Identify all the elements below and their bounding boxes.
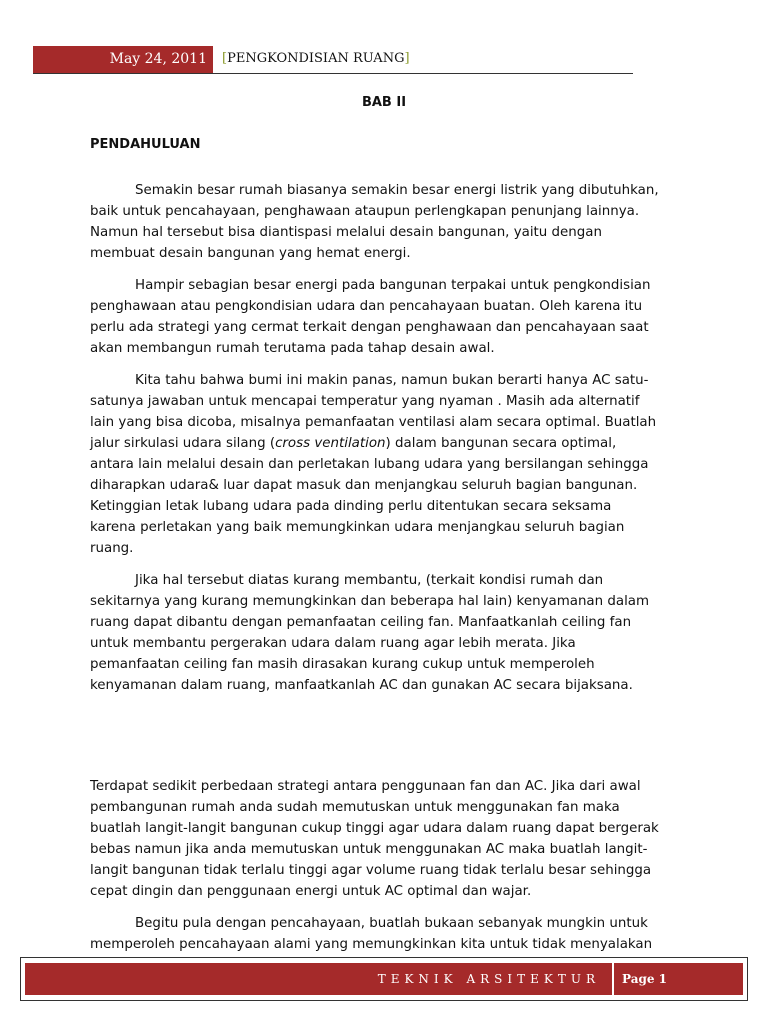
paragraph-3-text-before: Kita tahu bahwa bumi ini makin panas, namun bukan berarti hanya AC satu-satunya jawaban untuk mencapai temperatur yang nyaman . Masih ada alternatif lain yang bisa dicoba, misalnya pemanfaatan ventilasi alam secara optimal. Buatlah jalur sirkulasi udara silang (: [90, 373, 657, 451]
header-bracket-close: ]: [404, 51, 410, 66]
document-body: [90, 180, 660, 966]
paragraph-1: Semakin besar rumah biasanya semakin besar energi listrik yang dibutuhkan, baik untuk pencahayaan, penghawaan ataupun perlengkapan penunjang lainnya. Namun hal tersebut bisa diantispasi melalui desain bangunan, yaitu dengan membuat desain bangunan yang hemat energi.: [90, 183, 659, 261]
header-date: May 24, 2011: [109, 51, 207, 67]
chapter-heading: BAB II: [361, 95, 407, 110]
header-title: [222, 51, 410, 66]
footer-divider: [612, 963, 614, 995]
paragraph-3: [90, 370, 660, 559]
paragraph-6: Begitu pula dengan pencahayaan, buatlah bukaan sebanyak mungkin untuk memperoleh pencahayaan alami yang memungkinkan kita untuk tidak menyalakan: [90, 916, 653, 952]
header-bracket-open: [: [222, 51, 228, 66]
paragraph-5: Terdapat sedikit perbedaan strategi antara penggunaan fan dan AC. Jika dari awal pembangunan rumah anda sudah memutuskan untuk menggunakan fan maka buatlah langit-langit bangunan cukup tinggi agar udara dalam ruang dapat bergerak bebas namun jika anda memutuskan untuk menggunakan AC maka buatlah langit-langit bangunan tidak terlalu tinggi agar volume ruang tidak terlalu besar sehingga cepat dingin dan penggunaan energi untuk AC optimal dan wajar.: [90, 779, 659, 899]
footer-label: TEKNIK ARSITEKTUR: [377, 972, 600, 986]
section-heading: PENDAHULUAN: [90, 137, 201, 152]
page-number: Page 1: [622, 972, 668, 986]
paragraph-3-italic-term: cross ventilation: [275, 436, 386, 451]
paragraph-3-text-after: ) dalam bangunan secara optimal, antara lain melalui desain dan perletakan lubang udara yang bersilangan sehingga diharapkan udara& luar dapat masuk dan menjangkau seluruh bagian bangunan. Ketinggian letak lubang udara pada dinding perlu ditentukan secara seksama karena perletakan yang baik memungkinkan udara menjangkau seluruh bagian ruang.: [90, 436, 649, 556]
header-title-text: PENGKONDISIAN RUANG: [227, 51, 405, 66]
paragraph-2: Hampir sebagian besar energi pada bangunan terpakai untuk pengkondisian penghawaan atau pengkondisian udara dan pencahayaan buatan. Oleh karena itu perlu ada strategi yang cermat terkait dengan penghawaan dan pencahayaan saat akan membangun rumah terutama pada tahap desain awal.: [90, 278, 651, 356]
paragraph-4: Jika hal tersebut diatas kurang membantu, (terkait kondisi rumah dan sekitarnya yang kurang memungkinkan dan beberapa hal lain) kenyamanan dalam ruang dapat dibantu dengan pemanfaatan ceiling fan. Manfaatkanlah ceiling fan untuk membantu pergerakan udara dalam ruang agar lebih merata. Jika pemanfaatan ceiling fan masih dirasakan kurang cukup untuk memperoleh kenyamanan dalam ruang, manfaatkanlah AC dan gunakan AC secara bijaksana.: [90, 573, 650, 693]
header-rule: [33, 73, 633, 74]
